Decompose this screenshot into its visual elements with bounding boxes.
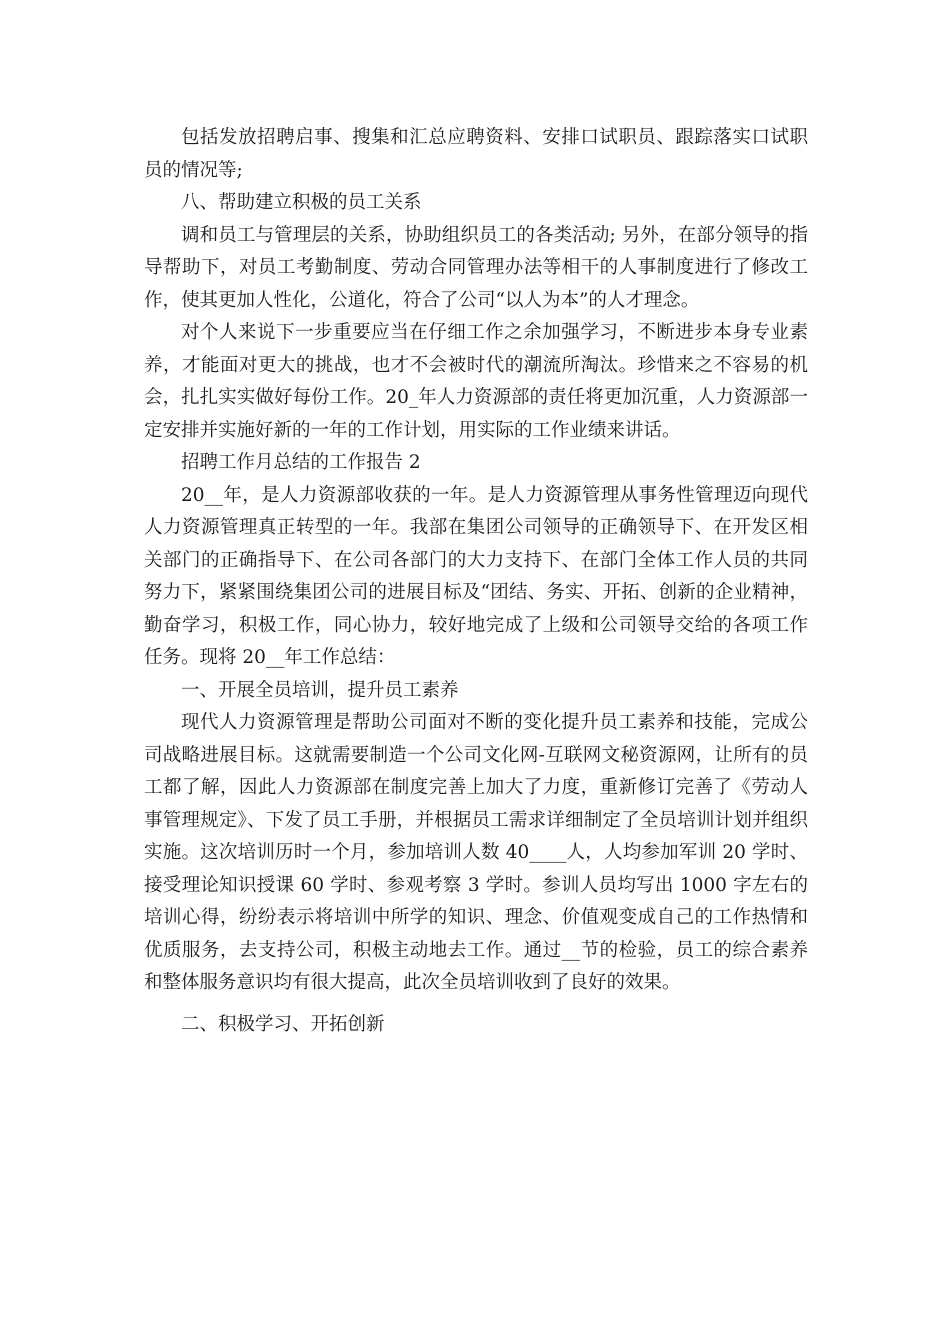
paragraph-training: 现代人力资源管理是帮助公司面对不断的变化提升员工素养和技能，完成公司战略进展目标。这就需要制造一个公司文化网-互联网文秘资源网，让所有的员工都了解，因此人力资源部在制度完善上加大了力度，重新修订完善了《劳动人事管理规定》、下发了员工手册，并根据员工需求详细制定了全员培训计划并组织实施。这次培训历时一个月，参加培训人数 40____人，人均参加军训 20 学时、接受理论知识授课 60 学时、参观考察 3 学时。参训人员均写出 1000 字左右的培训心得，纷纷表示将培训中所学的知识、理念、价值观变成自己的工作热情和优质服务，去支持公司，积极主动地去工作。通过__节的检验，员工的综合素养和整体服务意识均有很大提高，此次全员培训收到了良好的效果。 bbox=[144, 712, 808, 993]
heading-report-2: 招聘工作月总结的工作报告 2 bbox=[181, 452, 421, 473]
paragraph-hiring-duties: 包括发放招聘启事、搜集和汇总应聘资料、安排口试职员、跟踪落实口试职员的情况等; bbox=[144, 127, 808, 181]
paragraph-employee-relations: 调和员工与管理层的关系，协助组织员工的各类活动; 另外，在部分领导的指导帮助下，对员工考勤制度、劳动合同管理办法等相干的人事制度进行了修改工作，使其更加人性化，公道化，符合了公司“以人为本”的人才理念。 bbox=[144, 224, 808, 311]
heading-section-1: 一、开展全员培训，提升员工素养 bbox=[181, 679, 459, 701]
heading-section-2: 二、积极学习、开拓创新 bbox=[181, 1013, 385, 1035]
document-page bbox=[144, 122, 808, 1041]
paragraph-year-summary: 20__年，是人力资源部收获的一年。是人力资源管理从事务性管理迈向现代人力资源管理真正转型的一年。我部在集团公司领导的正确领导下、在开发区相关部门的正确指导下、在公司各部门的大力支持下、在部门全体工作人员的共同努力下，紧紧围绕集团公司的进展目标及“团结、务实、开拓、创新的企业精神，勤奋学习，积极工作，同心协力，较好地完成了上级和公司领导交给的各项工作任务。现将 20__年工作总结： bbox=[144, 484, 808, 668]
paragraph-personal-plan: 对个人来说下一步重要应当在仔细工作之余加强学习，不断进步本身专业素养，才能面对更大的挑战，也才不会被时代的潮流所淘汰。珍惜来之不容易的机会，扎扎实实做好每份工作。20_年人力资源部的责任将更加沉重，人力资源部一定安排并实施好新的一年的工作计划，用实际的工作业绩来讲话。 bbox=[144, 322, 808, 441]
heading-employee-relations: 八、帮助建立积极的员工关系 bbox=[181, 192, 422, 213]
